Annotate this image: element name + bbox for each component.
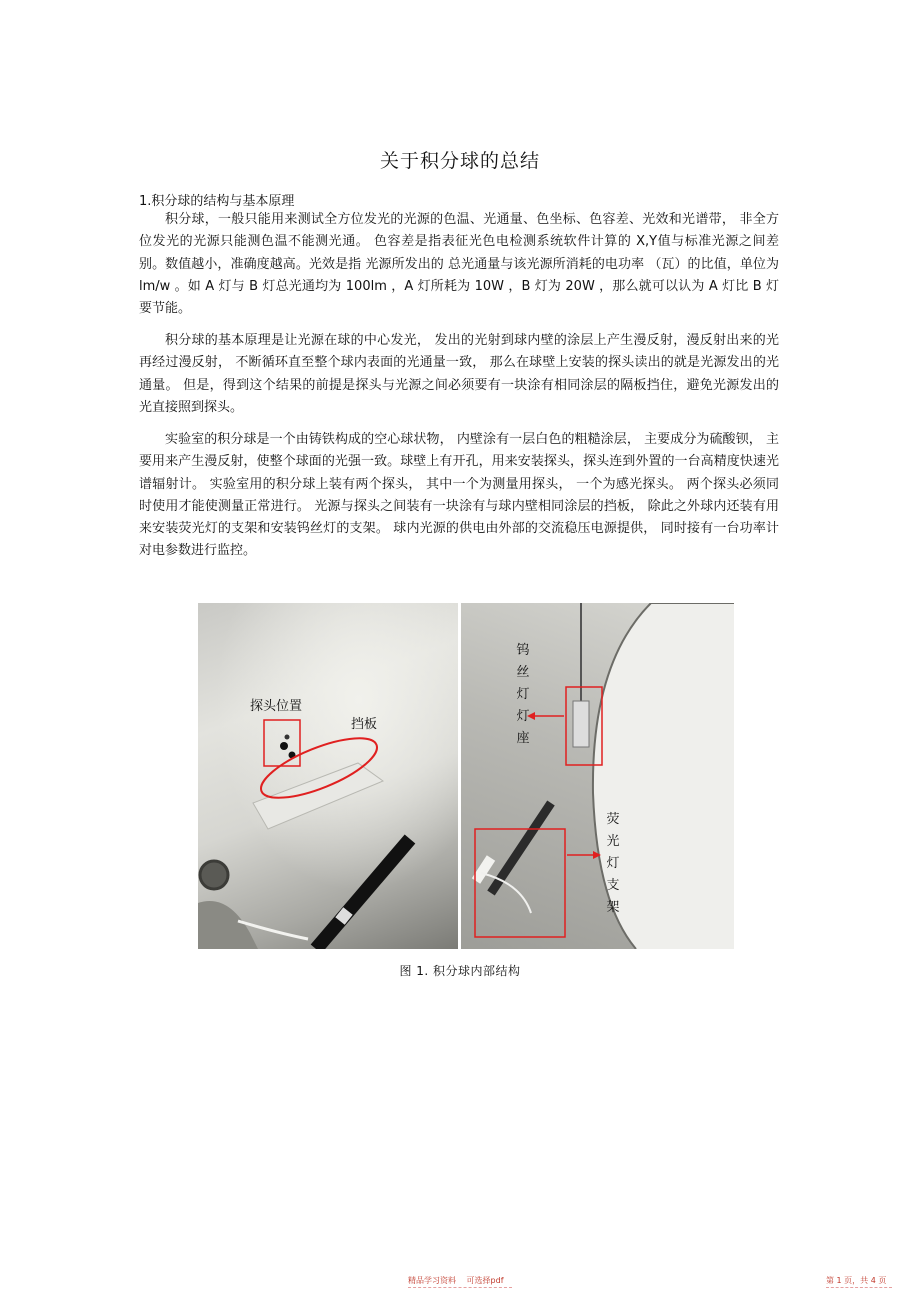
paragraph-3: 实验室的积分球是一个由铸铁构成的空心球状物， 内壁涂有一层白色的粗糙涂层， 主要成分为硫酸钡， 主要用来产生漫反射，使整个球面的光强一致。球壁上有开孔，用来安装探头，探头连到外置的一台高精度快速光谱辐射计。 实验室用的积分球上装有两个探头， 其中一个为测量用探头， 一个为感光探头。 两个探头必须同时使用才能使测量正常进行。 光源与探头之间装有一块涂有与球内壁相同涂层的挡板， 除此之外球内还装有用来安装荧光灯的支架和安装钨丝灯的支架。 球内光源的供电由外部的交流稳压电源提供， 同时接有一台功率计对电参数进行监控。 (139, 432, 779, 559)
probe-dot (285, 735, 290, 740)
photo-left-drawing (198, 603, 458, 949)
footer-dots-left (408, 1287, 512, 1290)
footer-source-note: 精品学习资料 可选择pdf (408, 1276, 504, 1285)
label-probe-position: 探头位置 (250, 699, 303, 714)
figure-caption: 图 1. 积分球内部结构 (399, 964, 521, 978)
photo-lamp-holders (461, 603, 734, 949)
footer-page-number: 第 1 页，共 4 页 (826, 1276, 887, 1285)
label-tungsten-lamp-holder: 钨丝灯灯座 (516, 643, 530, 746)
section-heading: 1.积分球的结构与基本原理 (139, 194, 295, 209)
photo-probe-baffle (198, 603, 458, 949)
page-title: 关于积分球的总结 (379, 150, 540, 172)
paragraph-2: 积分球的基本原理是让光源在球的中心发光， 发出的光射到球内壁的涂层上产生漫反射，漫反射出来的光再经过漫反射， 不断循环直至整个球内表面的光通量一致， 那么在球壁上安装的探头读出的就是光源发出的光通量。 但是，得到这个结果的前提是探头与光源之间必须要有一块涂有相同涂层的隔板挡住，避免光源发出的光直接照到探头。 (139, 333, 779, 415)
label-fluorescent-lamp-bracket: 荧光灯支架 (606, 812, 620, 915)
footer-dots-right (826, 1287, 892, 1290)
photo-right-drawing (461, 603, 734, 949)
label-baffle: 挡板 (351, 717, 378, 732)
figure-integrating-sphere (198, 603, 734, 949)
paragraph-1: 积分球，一般只能用来测试全方位发光的光源的色温、光通量、色坐标、色容差、光效和光谱带， 非全方位发光的光源只能测色温不能测光通。 色容差是指表征光色电检测系统软件计算的 X,Y值与标准光源之间差别。数值越小，准确度越高。光效是指 光源所发出的 总光通量与该光源所消耗的电功率 （瓦）的比值，单位为 lm/w 。如 A 灯与 B 灯总光通均为 100lm ，A 灯所耗为 10W ，B 灯为 20W ，那么就可以认为 A 灯比 B 灯要节能。 (139, 212, 779, 317)
probe-dot (280, 742, 288, 750)
